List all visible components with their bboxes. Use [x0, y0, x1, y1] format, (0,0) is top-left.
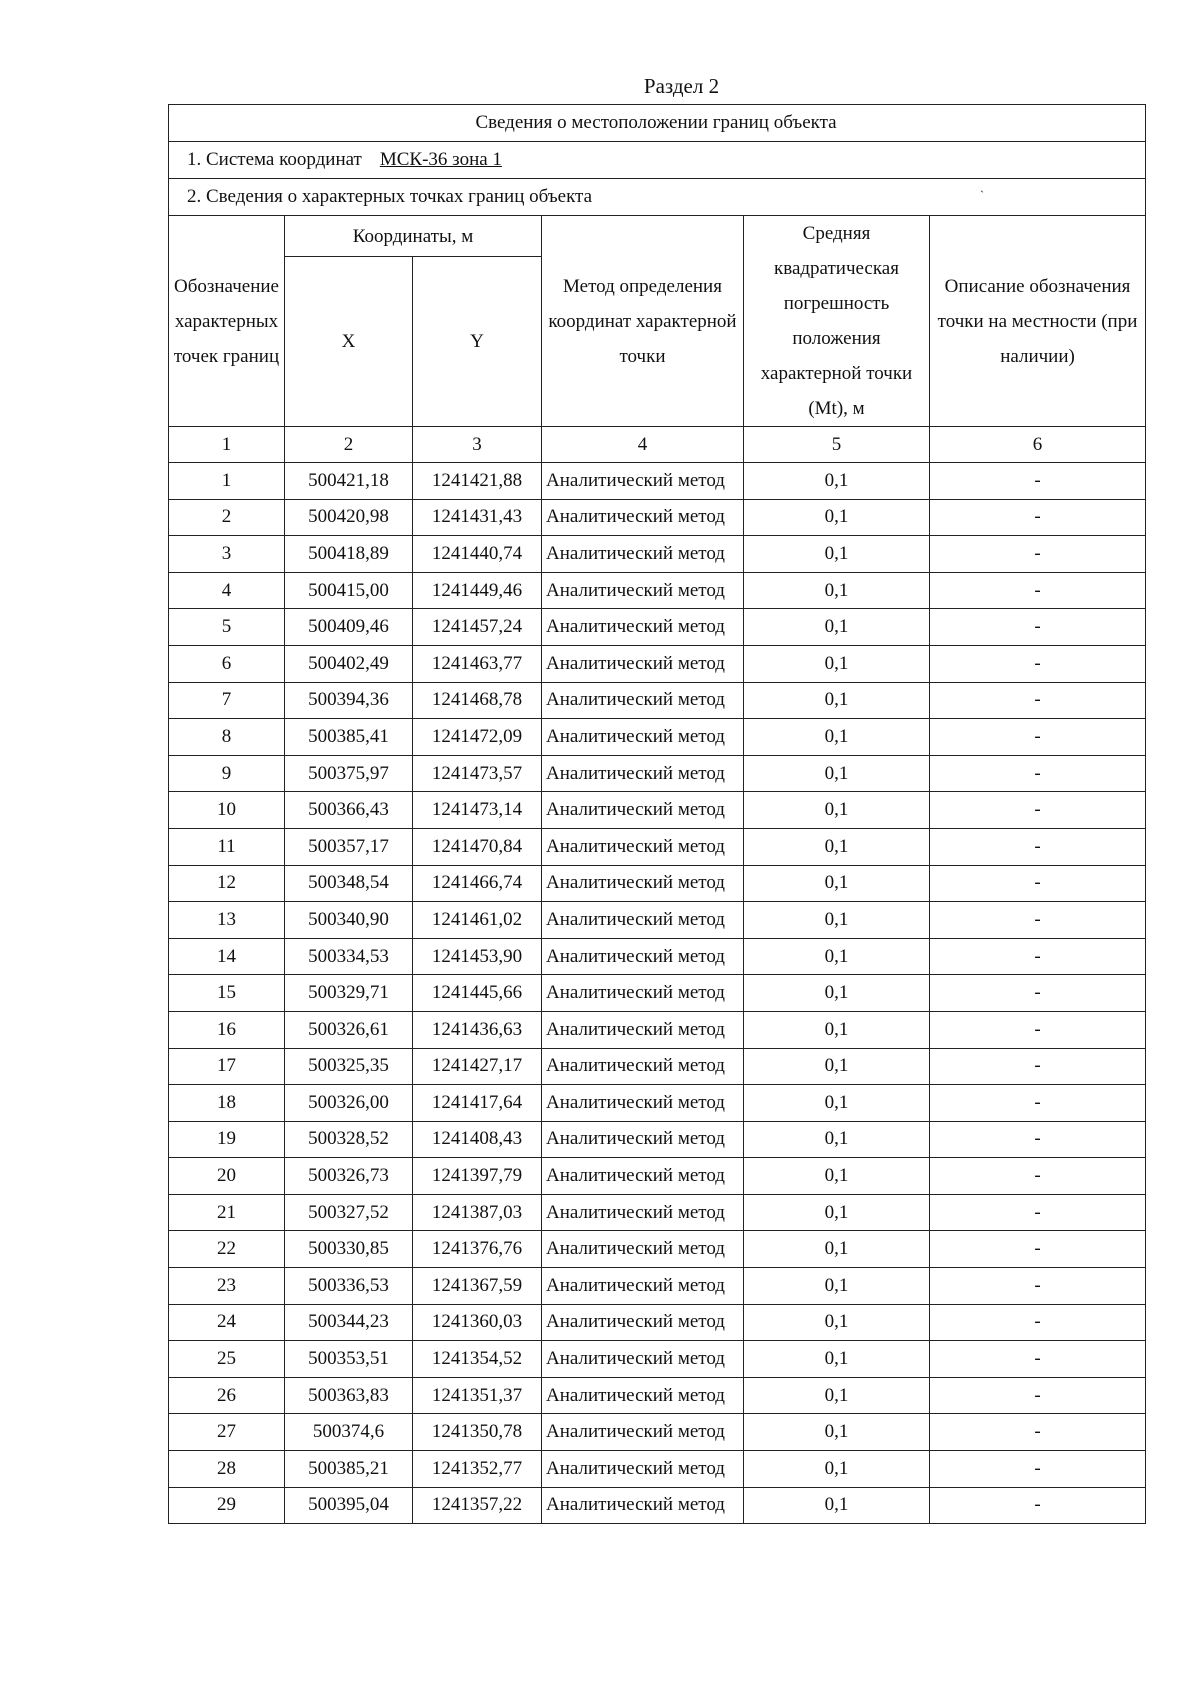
error-cell: 0,1 [744, 792, 930, 829]
table-title: Сведения о местоположении границ объекта [169, 105, 1146, 142]
point-number-cell: 27 [169, 1414, 285, 1451]
x-coordinate-cell: 500418,89 [285, 536, 413, 573]
table-row [169, 1268, 1146, 1305]
y-coordinate-cell: 1241453,90 [413, 938, 542, 975]
x-coordinate-cell: 500326,61 [285, 1011, 413, 1048]
coord-system-value: МСК-36 зона 1 [379, 149, 502, 170]
point-number-cell: 25 [169, 1341, 285, 1378]
y-coordinate-cell: 1241354,52 [413, 1341, 542, 1378]
error-cell: 0,1 [744, 572, 930, 609]
coord-system-row [169, 142, 1146, 179]
method-cell: Аналитический метод [542, 1121, 744, 1158]
error-cell: 0,1 [744, 902, 930, 939]
method-cell: Аналитический метод [542, 1011, 744, 1048]
method-cell: Аналитический метод [542, 609, 744, 646]
point-number-cell: 21 [169, 1194, 285, 1231]
stray-mark: ˋ [980, 188, 984, 202]
y-coordinate-cell: 1241463,77 [413, 645, 542, 682]
points-title-row [169, 179, 1146, 216]
section-title: Раздел 2 [643, 74, 720, 98]
y-coordinate-cell: 1241357,22 [413, 1487, 542, 1524]
y-coordinate-cell: 1241436,63 [413, 1011, 542, 1048]
x-coordinate-cell: 500334,53 [285, 938, 413, 975]
table-row [169, 1304, 1146, 1341]
y-coordinate-cell: 1241445,66 [413, 975, 542, 1012]
method-cell: Аналитический метод [542, 1158, 744, 1195]
description-cell: - [930, 1414, 1146, 1451]
method-cell: Аналитический метод [542, 1487, 744, 1524]
header-error: Средняя квадратическая погрешность положения характерной точки (Mt), м [744, 216, 930, 427]
description-cell: - [930, 1121, 1146, 1158]
description-cell: - [930, 755, 1146, 792]
description-cell: - [930, 902, 1146, 939]
table-row [169, 645, 1146, 682]
y-coordinate-cell: 1241449,46 [413, 572, 542, 609]
table-row [169, 1048, 1146, 1085]
table-row [169, 1377, 1146, 1414]
point-number-cell: 5 [169, 609, 285, 646]
method-cell: Аналитический метод [542, 463, 744, 500]
y-coordinate-cell: 1241367,59 [413, 1268, 542, 1305]
y-coordinate-cell: 1241360,03 [413, 1304, 542, 1341]
table-row [169, 1194, 1146, 1231]
x-coordinate-cell: 500366,43 [285, 792, 413, 829]
x-coordinate-cell: 500415,00 [285, 572, 413, 609]
y-coordinate-cell: 1241350,78 [413, 1414, 542, 1451]
error-cell: 0,1 [744, 499, 930, 536]
point-number-cell: 28 [169, 1451, 285, 1488]
method-cell: Аналитический метод [542, 1085, 744, 1122]
x-coordinate-cell: 500385,21 [285, 1451, 413, 1488]
table-row [169, 499, 1146, 536]
x-coordinate-cell: 500326,73 [285, 1158, 413, 1195]
point-number-cell: 11 [169, 828, 285, 865]
description-cell: - [930, 1341, 1146, 1378]
point-number-cell: 8 [169, 719, 285, 756]
header-designation: Обозначение характерных точек границ [169, 216, 285, 427]
description-cell: - [930, 719, 1146, 756]
y-coordinate-cell: 1241473,14 [413, 792, 542, 829]
method-cell: Аналитический метод [542, 572, 744, 609]
error-cell: 0,1 [744, 1158, 930, 1195]
table-row [169, 1414, 1146, 1451]
description-cell: - [930, 682, 1146, 719]
header-description: Описание обозначения точки на местности (при наличии) [930, 216, 1146, 427]
table-row [169, 755, 1146, 792]
error-cell: 0,1 [744, 645, 930, 682]
x-coordinate-cell: 500325,35 [285, 1048, 413, 1085]
y-coordinate-cell: 1241387,03 [413, 1194, 542, 1231]
error-cell: 0,1 [744, 1414, 930, 1451]
error-cell: 0,1 [744, 975, 930, 1012]
table-row [169, 682, 1146, 719]
error-cell: 0,1 [744, 1268, 930, 1305]
table-row [169, 1011, 1146, 1048]
table-row [169, 938, 1146, 975]
point-number-cell: 10 [169, 792, 285, 829]
point-number-cell: 3 [169, 536, 285, 573]
error-cell: 0,1 [744, 865, 930, 902]
method-cell: Аналитический метод [542, 719, 744, 756]
y-coordinate-cell: 1241351,37 [413, 1377, 542, 1414]
description-cell: - [930, 1085, 1146, 1122]
description-cell: - [930, 828, 1146, 865]
method-cell: Аналитический метод [542, 1194, 744, 1231]
error-cell: 0,1 [744, 1048, 930, 1085]
table-row [169, 975, 1146, 1012]
y-coordinate-cell: 1241440,74 [413, 536, 542, 573]
description-cell: - [930, 572, 1146, 609]
method-cell: Аналитический метод [542, 1341, 744, 1378]
y-coordinate-cell: 1241466,74 [413, 865, 542, 902]
error-cell: 0,1 [744, 938, 930, 975]
description-cell: - [930, 1377, 1146, 1414]
y-coordinate-cell: 1241376,76 [413, 1231, 542, 1268]
y-coordinate-cell: 1241397,79 [413, 1158, 542, 1195]
header-y: Y [413, 257, 542, 427]
y-coordinate-cell: 1241427,17 [413, 1048, 542, 1085]
x-coordinate-cell: 500394,36 [285, 682, 413, 719]
error-cell: 0,1 [744, 1487, 930, 1524]
point-number-cell: 17 [169, 1048, 285, 1085]
error-cell: 0,1 [744, 1377, 930, 1414]
x-coordinate-cell: 500357,17 [285, 828, 413, 865]
table-row [169, 1231, 1146, 1268]
point-number-cell: 7 [169, 682, 285, 719]
points-title: 2. Сведения о характерных точках границ объекта [187, 186, 593, 207]
error-cell: 0,1 [744, 1085, 930, 1122]
method-cell: Аналитический метод [542, 1231, 744, 1268]
point-number-cell: 16 [169, 1011, 285, 1048]
x-coordinate-cell: 500421,18 [285, 463, 413, 500]
x-coordinate-cell: 500328,52 [285, 1121, 413, 1158]
description-cell: - [930, 1158, 1146, 1195]
description-cell: - [930, 536, 1146, 573]
method-cell: Аналитический метод [542, 645, 744, 682]
table-row [169, 1085, 1146, 1122]
error-cell: 0,1 [744, 755, 930, 792]
table-row [169, 828, 1146, 865]
error-cell: 0,1 [744, 682, 930, 719]
header-method: Метод определения координат характерной точки [542, 216, 744, 427]
point-number-cell: 1 [169, 463, 285, 500]
description-cell: - [930, 1194, 1146, 1231]
description-cell: - [930, 463, 1146, 500]
table-row [169, 572, 1146, 609]
method-cell: Аналитический метод [542, 536, 744, 573]
method-cell: Аналитический метод [542, 1304, 744, 1341]
column-number: 4 [542, 427, 744, 463]
error-cell: 0,1 [744, 828, 930, 865]
error-cell: 0,1 [744, 463, 930, 500]
x-coordinate-cell: 500409,46 [285, 609, 413, 646]
description-cell: - [930, 499, 1146, 536]
boundary-points-table [168, 104, 1146, 1524]
method-cell: Аналитический метод [542, 1377, 744, 1414]
description-cell: - [930, 1231, 1146, 1268]
point-number-cell: 22 [169, 1231, 285, 1268]
description-cell: - [930, 1487, 1146, 1524]
x-coordinate-cell: 500375,97 [285, 755, 413, 792]
y-coordinate-cell: 1241431,43 [413, 499, 542, 536]
description-cell: - [930, 975, 1146, 1012]
header-x: X [285, 257, 413, 427]
method-cell: Аналитический метод [542, 755, 744, 792]
x-coordinate-cell: 500353,51 [285, 1341, 413, 1378]
point-number-cell: 9 [169, 755, 285, 792]
point-number-cell: 18 [169, 1085, 285, 1122]
table-row [169, 902, 1146, 939]
x-coordinate-cell: 500340,90 [285, 902, 413, 939]
point-number-cell: 29 [169, 1487, 285, 1524]
table-row [169, 1341, 1146, 1378]
x-coordinate-cell: 500385,41 [285, 719, 413, 756]
error-cell: 0,1 [744, 1231, 930, 1268]
method-cell: Аналитический метод [542, 1268, 744, 1305]
description-cell: - [930, 792, 1146, 829]
header-coordinates: Координаты, м [285, 216, 542, 257]
point-number-cell: 19 [169, 1121, 285, 1158]
method-cell: Аналитический метод [542, 792, 744, 829]
x-coordinate-cell: 500395,04 [285, 1487, 413, 1524]
column-number: 1 [169, 427, 285, 463]
description-cell: - [930, 938, 1146, 975]
method-cell: Аналитический метод [542, 828, 744, 865]
column-number: 3 [413, 427, 542, 463]
point-number-cell: 20 [169, 1158, 285, 1195]
table-row [169, 1158, 1146, 1195]
point-number-cell: 15 [169, 975, 285, 1012]
coord-system-label: 1. Система координат [187, 149, 362, 170]
y-coordinate-cell: 1241472,09 [413, 719, 542, 756]
method-cell: Аналитический метод [542, 902, 744, 939]
table-row [169, 1487, 1146, 1524]
x-coordinate-cell: 500336,53 [285, 1268, 413, 1305]
y-coordinate-cell: 1241352,77 [413, 1451, 542, 1488]
y-coordinate-cell: 1241468,78 [413, 682, 542, 719]
table-row [169, 609, 1146, 646]
table-row [169, 1451, 1146, 1488]
column-number: 5 [744, 427, 930, 463]
description-cell: - [930, 865, 1146, 902]
method-cell: Аналитический метод [542, 499, 744, 536]
method-cell: Аналитический метод [542, 938, 744, 975]
x-coordinate-cell: 500363,83 [285, 1377, 413, 1414]
y-coordinate-cell: 1241457,24 [413, 609, 542, 646]
method-cell: Аналитический метод [542, 1451, 744, 1488]
point-number-cell: 12 [169, 865, 285, 902]
point-number-cell: 6 [169, 645, 285, 682]
point-number-cell: 4 [169, 572, 285, 609]
x-coordinate-cell: 500374,6 [285, 1414, 413, 1451]
description-cell: - [930, 645, 1146, 682]
y-coordinate-cell: 1241461,02 [413, 902, 542, 939]
table-row [169, 719, 1146, 756]
method-cell: Аналитический метод [542, 682, 744, 719]
point-number-cell: 24 [169, 1304, 285, 1341]
y-coordinate-cell: 1241470,84 [413, 828, 542, 865]
error-cell: 0,1 [744, 1011, 930, 1048]
error-cell: 0,1 [744, 1451, 930, 1488]
point-number-cell: 26 [169, 1377, 285, 1414]
y-coordinate-cell: 1241417,64 [413, 1085, 542, 1122]
point-number-cell: 2 [169, 499, 285, 536]
y-coordinate-cell: 1241408,43 [413, 1121, 542, 1158]
error-cell: 0,1 [744, 1121, 930, 1158]
point-number-cell: 14 [169, 938, 285, 975]
error-cell: 0,1 [744, 536, 930, 573]
method-cell: Аналитический метод [542, 865, 744, 902]
y-coordinate-cell: 1241421,88 [413, 463, 542, 500]
error-cell: 0,1 [744, 1341, 930, 1378]
method-cell: Аналитический метод [542, 975, 744, 1012]
y-coordinate-cell: 1241473,57 [413, 755, 542, 792]
description-cell: - [930, 609, 1146, 646]
error-cell: 0,1 [744, 1194, 930, 1231]
table-row [169, 536, 1146, 573]
description-cell: - [930, 1268, 1146, 1305]
x-coordinate-cell: 500344,23 [285, 1304, 413, 1341]
column-number-row [169, 427, 1146, 463]
table-row [169, 1121, 1146, 1158]
table-row [169, 865, 1146, 902]
column-number: 2 [285, 427, 413, 463]
method-cell: Аналитический метод [542, 1048, 744, 1085]
error-cell: 0,1 [744, 719, 930, 756]
x-coordinate-cell: 500326,00 [285, 1085, 413, 1122]
x-coordinate-cell: 500329,71 [285, 975, 413, 1012]
description-cell: - [930, 1304, 1146, 1341]
method-cell: Аналитический метод [542, 1414, 744, 1451]
error-cell: 0,1 [744, 609, 930, 646]
x-coordinate-cell: 500330,85 [285, 1231, 413, 1268]
x-coordinate-cell: 500348,54 [285, 865, 413, 902]
description-cell: - [930, 1011, 1146, 1048]
point-number-cell: 23 [169, 1268, 285, 1305]
table-row [169, 463, 1146, 500]
description-cell: - [930, 1451, 1146, 1488]
description-cell: - [930, 1048, 1146, 1085]
column-number: 6 [930, 427, 1146, 463]
x-coordinate-cell: 500327,52 [285, 1194, 413, 1231]
error-cell: 0,1 [744, 1304, 930, 1341]
x-coordinate-cell: 500402,49 [285, 645, 413, 682]
table-row [169, 792, 1146, 829]
point-number-cell: 13 [169, 902, 285, 939]
x-coordinate-cell: 500420,98 [285, 499, 413, 536]
